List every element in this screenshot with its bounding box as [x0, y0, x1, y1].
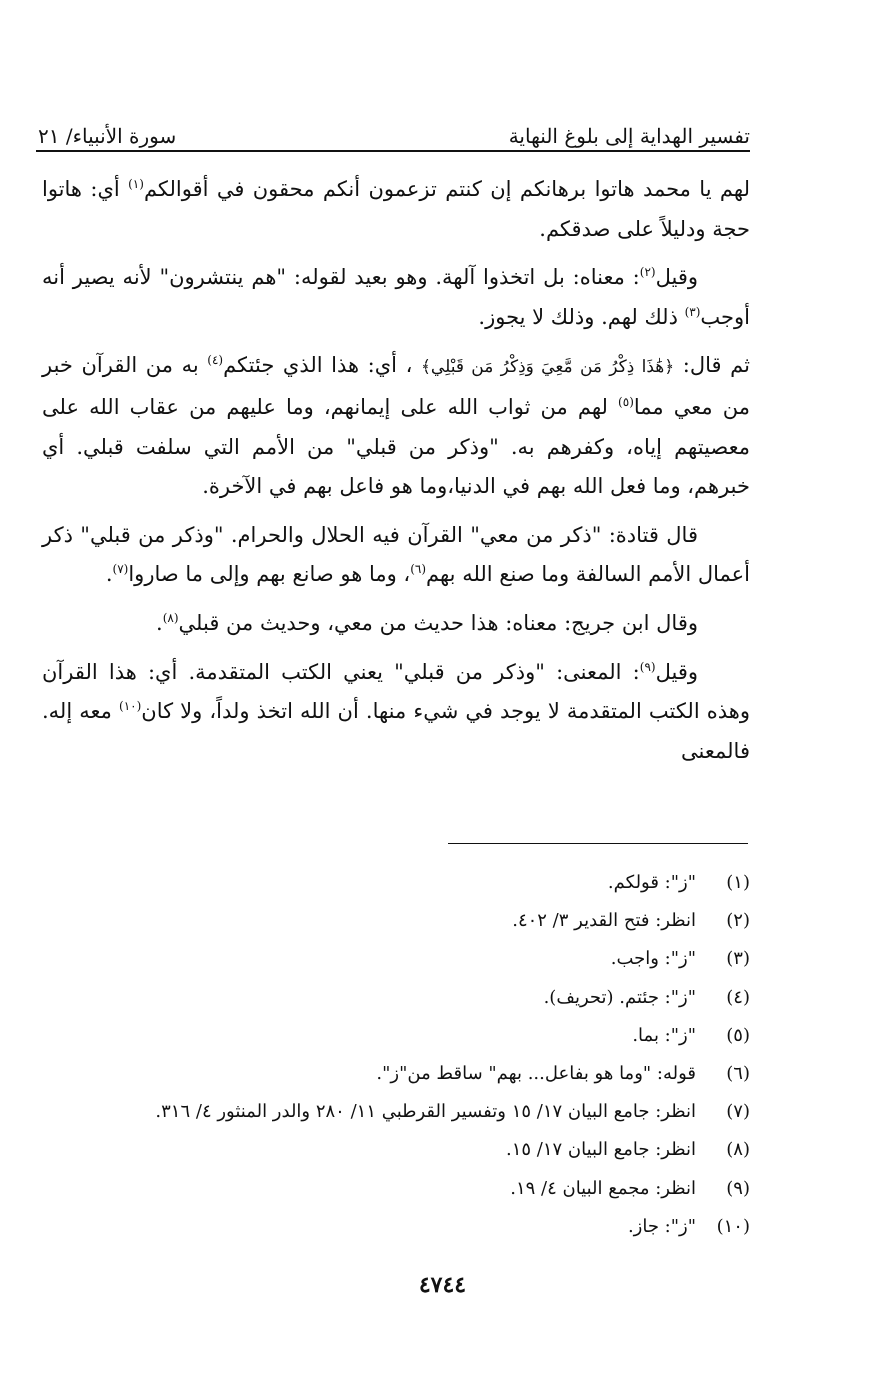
footnote-10: (١٠) "ز": جاز. [627, 1215, 750, 1237]
footnote-ref-5[interactable]: (٥) [618, 394, 634, 409]
footnotes-list [100, 864, 750, 1246]
surah-reference: سورة الأنبياء/ ٢١ [38, 124, 177, 148]
footnote-ref-9[interactable]: (٩) [639, 659, 656, 674]
running-header [38, 112, 750, 148]
main-text [42, 170, 750, 780]
paragraph-4: قال قتادة: "ذكر من معي" القرآن فيه الحلال والحرام. "وذكر من قبلي" ذكر أعمال الأمم السالفة وما صنع الله بهم$^{(٦)}$، وما هو صانع بهم وإلى ما صاروا$^{(٧)}$. [42, 522, 750, 587]
footnote-ref-10[interactable]: (١٠) [119, 699, 142, 714]
footnote-separator [448, 843, 748, 844]
quran-verse: ﴿هَٰذَا ذِكْرُ مَن مَّعِيَ وَذِكْرُ مَن قَبْلِي﴾ [420, 357, 675, 378]
paragraph-2: وقيل$^{(٢)}$: معناه: بل اتخذوا آلهة. وهو بعيد لقوله: "هم ينتشرون" لأنه يصير أنه أوجب$^{(٣)}$ ذلك لهم. وذلك لا يجوز. [42, 265, 750, 329]
paragraph-3: ثم قال: ﴿هَٰذَا ذِكْرُ مَن مَّعِيَ وَذِكْرُ مَن قَبْلِي﴾ ، أي: هذا الذي جئتكم$^{(٤)}$ به من القرآن خبر من معي مما$^{(٥)}$ لهم من ثواب الله على إيمانهم، وما عليهم من عقاب الله على معصيتهم إياه، وكفرهم به. "وذكر من قبلي" من الأمم التي سلفت قبلي. أي خبرهم، وما فعل الله بهم في الدنيا،وما هو فاعل بهم في الآخرة. [42, 353, 750, 499]
footnote-1: (١) "ز": قولكم. [607, 872, 750, 893]
book-title: تفسير الهداية إلى بلوغ النهاية [508, 124, 750, 148]
footnote-9: (٩) انظر: مجمع البيان ٤/ ١٩. [510, 1177, 750, 1199]
footnote-3: (٣) "ز": واجب. [610, 948, 750, 970]
footnote-ref-4[interactable]: (٤) [207, 353, 224, 368]
footnote-ref-8[interactable]: (٨) [162, 610, 179, 625]
footnote-8: (٨) انظر: جامع البيان ١٧/ ١٥. [505, 1139, 750, 1161]
page-number: ٤٧٤٤ [418, 1272, 467, 1298]
footnote-ref-2[interactable]: (٢) [639, 265, 656, 280]
header-rule [36, 150, 750, 152]
footnote-ref-3[interactable]: (٣) [684, 304, 701, 319]
footnote-4: (٤) "ز": جئتم. (تحريف). [543, 986, 750, 1008]
footnote-ref-1[interactable]: (١) [128, 177, 144, 191]
footnote-2: (٢) انظر: فتح القدير ٣/ ٤٠٢. [512, 910, 750, 932]
footnote-6: (٦) قوله: "وما هو بفاعل... بهم" ساقط من"ز". [376, 1063, 750, 1085]
paragraph-6: وقيل$^{(٩)}$: المعنى: "وذكر من قبلي" يعني الكتب المتقدمة. أي: هذا القرآن وهذه الكتب المتقدمة لا يوجد في شيء منها. أن الله اتخذ ولداً، ولا كان$^{(١٠)}$ معه إله. فالمعنى [42, 659, 750, 763]
footnote-ref-7[interactable]: (٧) [112, 562, 129, 577]
paragraph-5: وقال ابن جريج: معناه: هذا حديث من معي، وحديث من قبلي$^{(٨)}$. [156, 610, 698, 635]
footnote-ref-6[interactable]: (٦) [410, 562, 427, 577]
paragraph-1: لهم يا محمد هاتوا برهانكم إن كنتم تزعمون أنكم محقون في أقوالكم$^{(١)}$ أي: هاتوا حجة ودليلاً على صدقكم. [42, 177, 750, 241]
footnote-7: (٧) انظر: جامع البيان ١٧/ ١٥ وتفسير القرطبي ١١/ ٢٨٠ والدر المنثور ٤/ ٣١٦. [155, 1101, 750, 1123]
footnote-5: (٥) "ز": بما. [632, 1024, 750, 1046]
